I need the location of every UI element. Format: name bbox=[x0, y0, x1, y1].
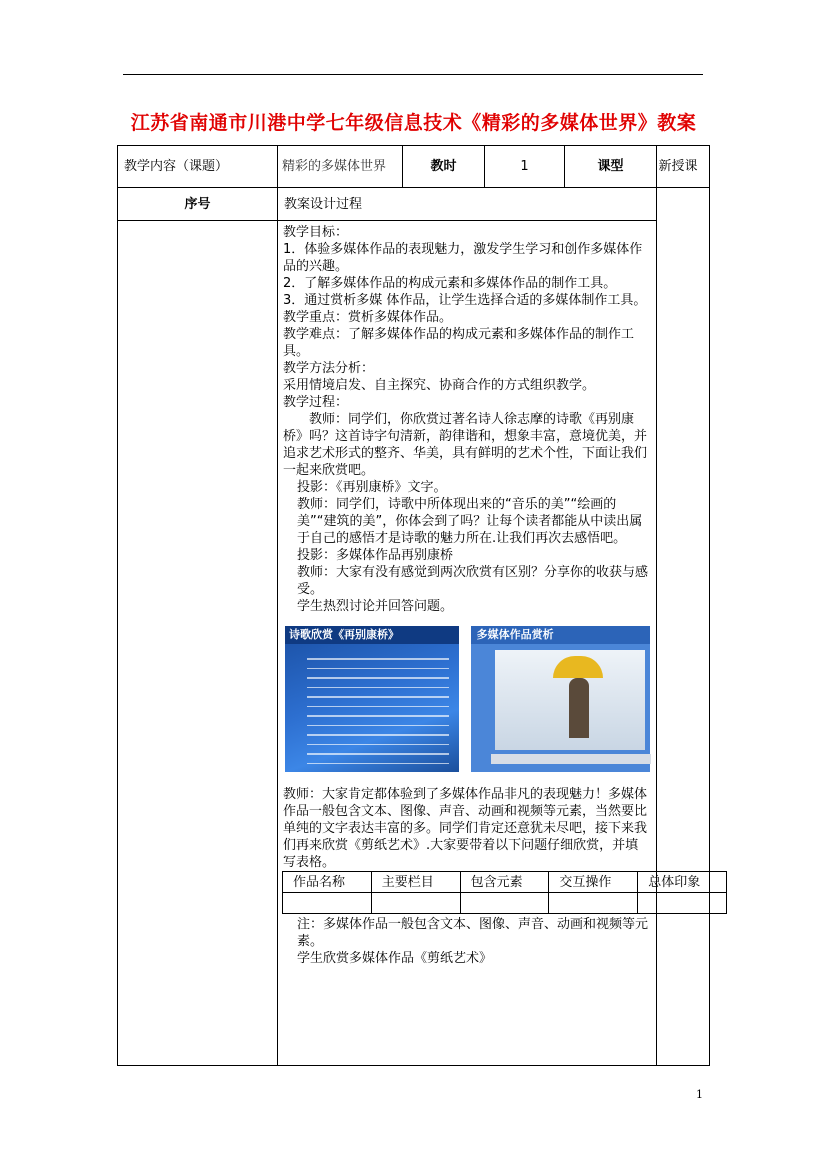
eval-col-4: 交互操作 bbox=[549, 872, 638, 893]
difficulty: 教学难点：了解多媒体作品的构成元素和多媒体作品的制作工具。 bbox=[283, 327, 635, 359]
label-type: 课型 bbox=[565, 146, 657, 188]
method: 采用情境启发、自主探究、协商合作的方式组织教学。 bbox=[283, 378, 596, 393]
method-heading: 教学方法分析： bbox=[283, 361, 375, 376]
screenshot-images bbox=[285, 626, 650, 772]
player-control-bar bbox=[491, 754, 651, 764]
objective-2: 2．了解多媒体作品的构成元素和多媒体作品的制作工具。 bbox=[283, 276, 617, 291]
content-row bbox=[118, 221, 710, 1066]
type-value: 新授课 bbox=[657, 146, 710, 188]
key-point: 教学重点：赏析多媒体作品。 bbox=[283, 310, 453, 325]
figure-illustration bbox=[569, 678, 589, 738]
evaluation-table bbox=[282, 871, 727, 914]
paragraph-8: 学生欣赏多媒体作品《剪纸艺术》 bbox=[297, 951, 493, 966]
objectives-heading: 教学目标： bbox=[283, 225, 349, 240]
lesson-plan-table bbox=[117, 145, 710, 1066]
paragraph-5: 教师：大家有没有感觉到两次欣赏有区别？分享你的收获与感受。 bbox=[297, 565, 649, 597]
poem-slide-image bbox=[285, 626, 459, 772]
seq-blank-cell bbox=[118, 221, 278, 1066]
paragraph-7: 教师：大家肯定都体验到了多媒体作品非凡的表现魅力！多媒体作品一般包含文本、图像、声音、动画和视频等元素，当然要比单纯的文字表达丰富的多。同学们肯定还意犹未尽吧，接下来我们再来欣赏《剪纸艺术》.大家要带着以下问题仔细欣赏，并填写表格。 bbox=[283, 787, 648, 870]
paragraph-3: 教师：同学们，诗歌中所体现出来的“音乐的美”“绘画的美”“建筑的美”，你体会到了吗？让每个读者都能从中读出属于自己的感悟才是诗歌的魅力所在.让我们再次去感悟吧。 bbox=[297, 497, 643, 546]
label-seq: 序号 bbox=[118, 188, 278, 221]
label-process: 教案设计过程 bbox=[278, 188, 657, 221]
evaluation-blank-row bbox=[283, 893, 727, 914]
period-value: 1 bbox=[485, 146, 565, 188]
document-title: 江苏省南通市川港中学七年级信息技术《精彩的多媒体世界》教案 bbox=[130, 112, 697, 134]
page-number: 1 bbox=[696, 1088, 703, 1101]
topic-value: 精彩的多媒体世界 bbox=[278, 146, 403, 188]
label-content: 教学内容（课题） bbox=[118, 146, 278, 188]
label-period: 教时 bbox=[403, 146, 485, 188]
process-heading: 教学过程： bbox=[283, 395, 349, 410]
multimedia-slide-caption: 多媒体作品赏析 bbox=[471, 626, 650, 644]
poem-slide-caption: 诗歌欣赏《再别康桥》 bbox=[285, 626, 459, 644]
note: 注：多媒体作品一般包含文本、图像、声音、动画和视频等元素。 bbox=[297, 917, 649, 949]
right-blank-cell bbox=[657, 188, 710, 1066]
eval-col-1: 作品名称 bbox=[283, 872, 372, 893]
poem-text-lines bbox=[307, 650, 449, 772]
paragraph-4: 投影：多媒体作品再别康桥 bbox=[297, 548, 454, 563]
paragraph-6: 学生热烈讨论并回答问题。 bbox=[297, 599, 454, 614]
eval-col-3: 包含元素 bbox=[460, 872, 549, 893]
paragraph-2: 投影：《再别康桥》文字。 bbox=[297, 480, 447, 495]
header-row bbox=[118, 146, 710, 188]
multimedia-slide-image bbox=[471, 626, 650, 772]
objective-3: 3．通过赏析多媒 体作品，让学生选择合适的多媒体制作工具。 bbox=[283, 293, 647, 308]
content-cell bbox=[278, 221, 701, 1066]
evaluation-header-row bbox=[283, 872, 727, 893]
paragraph-1: 教师：同学们，你欣赏过著名诗人徐志摩的诗歌《再别康桥》吗？这首诗字句清新，韵律谐和，想象丰富，意境优美，并追求艺术形式的整齐、华美，具有鲜明的艺术个性，下面让我们一起来欣赏吧。 bbox=[283, 412, 648, 478]
second-row bbox=[118, 188, 710, 221]
eval-col-2: 主要栏目 bbox=[371, 872, 460, 893]
objective-1: 1．体验多媒体作品的表现魅力，激发学生学习和创作多媒体作品的兴趣。 bbox=[283, 242, 643, 274]
eval-col-5: 总体印象 bbox=[638, 872, 727, 893]
header-rule bbox=[123, 74, 703, 75]
